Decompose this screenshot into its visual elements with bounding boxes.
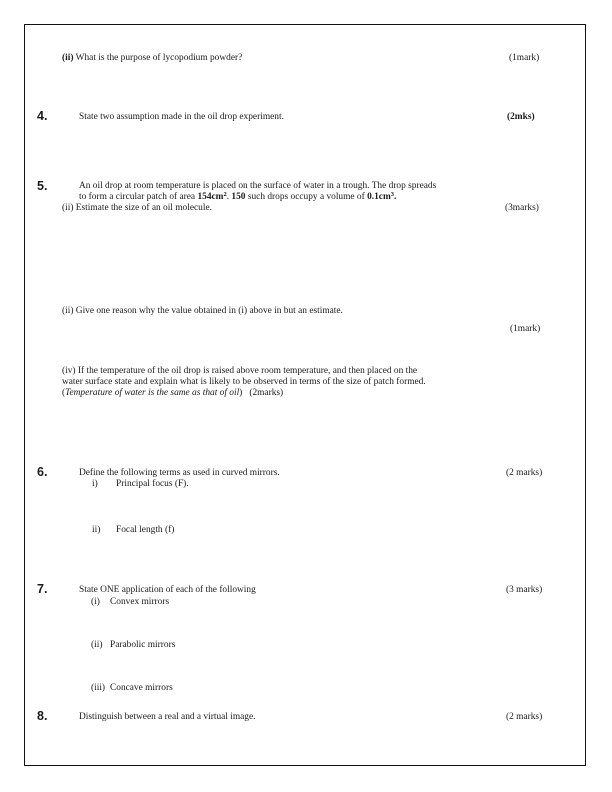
q6-item-label: ii): [92, 525, 101, 535]
q5-part-a-marks: (3marks): [505, 203, 539, 213]
area-value: $154cm^2$: [197, 191, 227, 202]
q5-part-c-marks: (2marks): [249, 388, 284, 398]
q6-item-text: Focal length (f): [116, 525, 175, 535]
q5-part-c-line1: (iv) If the temperature of the oil drop is raised above room temperature, and then placed on the: [62, 366, 418, 376]
q6-item-text: Principal focus (F).: [116, 479, 189, 489]
q7-item-label: (iii): [91, 683, 106, 693]
q4-text: State two assumption made in the oil drop experiment.: [79, 112, 284, 122]
q6-text: Define the following terms as used in curved mirrors.: [79, 468, 280, 478]
q5-part-c-line3: (Temperature of water is the same as that of oil) (2marks): [62, 388, 284, 398]
q7-text: State ONE application of each of the following: [79, 585, 256, 595]
q5-part-a: (ii) Estimate the size of an oil molecule.: [62, 203, 212, 213]
q7-number: 7.: [37, 582, 48, 596]
q5-part-b: (ii) Give one reason why the value obtained in (i) above in but an estimate.: [62, 306, 343, 316]
q5-part-c-note: Temperature of water is the same as that of oil: [65, 388, 240, 398]
q6-marks: (2 marks): [506, 468, 543, 478]
q5-part-b-marks: (1mark): [510, 324, 541, 334]
q6-item-label: i): [92, 479, 98, 489]
q4-number: 4.: [37, 109, 48, 123]
q5-line1: An oil drop at room temperature is placed on the surface of water in a trough. The drop spreads: [79, 181, 437, 191]
q8-number: 8.: [37, 709, 48, 723]
q8-marks: (2 marks): [506, 712, 543, 722]
q5-line2: to form a circular patch of area $154cm^2$. 150 such drops occupy a volume of $0.1cm^3$.: [79, 191, 397, 202]
q5-number: 5.: [37, 179, 48, 193]
q7-item-text: Concave mirrors: [110, 683, 173, 693]
q7-item-text: Convex mirrors: [110, 597, 170, 607]
q8-text: Distinguish between a real and a virtual image.: [79, 712, 256, 722]
volume-value: $0.1cm^3$.: [367, 191, 397, 202]
q7-marks: (3 marks): [506, 585, 543, 595]
q3-part-ii-label: (ii): [62, 53, 74, 63]
q6-number: 6.: [37, 465, 48, 479]
q5-part-c-line2: water surface state and explain what is likely to be observed in terms of the size of patch formed.: [62, 377, 426, 387]
q3-part-ii-text: What is the purpose of lycopodium powder?: [73, 53, 243, 63]
q4-marks: (2mks): [507, 112, 535, 122]
q7-item-label: (ii): [91, 640, 103, 650]
q3-part-ii: [62, 53, 242, 64]
q7-item-text: Parabolic mirrors: [110, 640, 176, 650]
drops-value: 150: [231, 192, 246, 202]
q7-item-label: (i): [91, 597, 100, 607]
q3-part-ii-marks: (1mark): [509, 53, 540, 63]
